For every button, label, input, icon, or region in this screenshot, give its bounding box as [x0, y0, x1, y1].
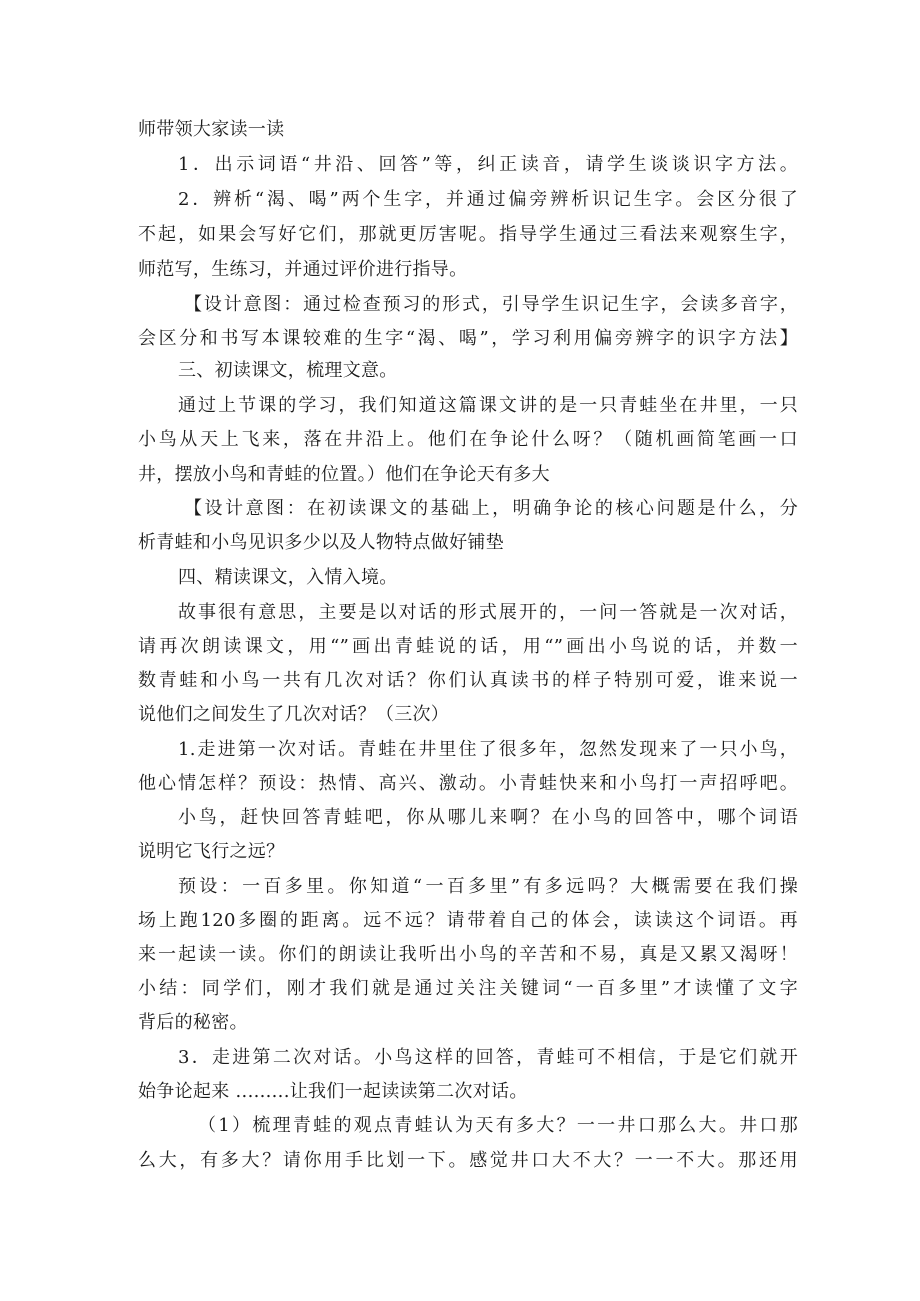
- text-line: 说他们之间发生了几次对话？（三次）: [138, 704, 450, 725]
- text-line: 故事很有意思，主要是以对话的形式展开的，一问一答就是一次对话，: [178, 602, 798, 623]
- text-line: 析青蛙和小鸟见识多少以及人物特点做好铺垫: [138, 532, 504, 553]
- text-line: 2．辨析“渴、喝”两个生字，并通过偏旁辨析识记生字。会区分很了: [178, 189, 798, 210]
- text-line: 会区分和书写本课较难的生字“渴、喝”，学习利用偏旁辨字的识字方法】: [138, 328, 798, 349]
- text-line: 数青蛙和小鸟一共有几次对话？你们认真读书的样子特别可爱，谁来说一: [138, 670, 798, 691]
- text-line: 师带领大家读一读: [138, 119, 285, 140]
- text-line: 不起，如果会写好它们，那就更厉害呢。指导学生通过三看法来观察生字，: [138, 224, 798, 245]
- text-line: 【设计意图：通过检查预习的形式，引导学生识记生字，会读多音字，: [184, 294, 798, 315]
- text-line: 师范写，生练习，并通过评价进行指导。: [138, 259, 468, 280]
- text-line: 说明它飞行之远？: [138, 841, 285, 862]
- text-line: 通过上节课的学习，我们知道这篇课文讲的是一只青蛙坐在井里，一只: [178, 395, 798, 416]
- text-line: 小鸟，赶快回答青蛙吧，你从哪儿来啊？在小鸟的回答中，哪个词语: [178, 807, 798, 828]
- section-heading: 三、初读课文，梳理文意。: [178, 360, 398, 381]
- text-line: 1．出示词语“井沿、回答”等，纠正读音，请学生谈谈识字方法。: [178, 154, 798, 175]
- text-line: 场上跑120多圈的距离。远不远？请带着自己的体会，读读这个词语。再: [138, 910, 798, 931]
- text-line: 他心情怎样？预设：热情、高兴、激动。小青蛙快来和小鸟打一声招呼吧。: [138, 773, 798, 794]
- text-line: （1）梳理青蛙的观点青蛙认为天有多大？一一井口那么大。井口那: [198, 1115, 798, 1136]
- text-line: 始争论起来 .........让我们一起读读第二次对话。: [138, 1081, 528, 1102]
- text-line: 【设计意图：在初读课文的基础上，明确争论的核心问题是什么，分: [184, 498, 798, 519]
- text-line: 小结：同学们，刚才我们就是通过关注关键词“一百多里”才读懂了文字: [138, 978, 798, 999]
- text-line: 井，摆放小鸟和青蛙的位置。）他们在争论天有多大: [138, 464, 550, 485]
- text-line: 3．走进第二次对话。小鸟这样的回答，青蛙可不相信，于是它们就开: [178, 1047, 798, 1068]
- text-line: 预设：一百多里。你知道“一百多里”有多远吗？大概需要在我们操: [178, 876, 798, 897]
- text-line: 1.走进第一次对话。青蛙在井里住了很多年，忽然发现来了一只小鸟，: [178, 739, 798, 760]
- text-line: 么大，有多大？请你用手比划一下。感觉井口大不大？一一不大。那还用: [138, 1150, 798, 1171]
- text-line: 小鸟从天上飞来，落在井沿上。他们在争论什么呀？（随机画简笔画一口: [138, 429, 798, 450]
- text-line: 请再次朗读课文，用“”画出青蛙说的话，用“”画出小鸟说的话，并数一: [138, 636, 798, 657]
- section-heading: 四、精读课文，入情入境。: [178, 567, 398, 588]
- text-line: 背后的秘密。: [138, 1012, 248, 1033]
- text-line: 来一起读一读。你们的朗读让我听出小鸟的辛苦和不易，真是又累又渴呀！: [138, 944, 798, 965]
